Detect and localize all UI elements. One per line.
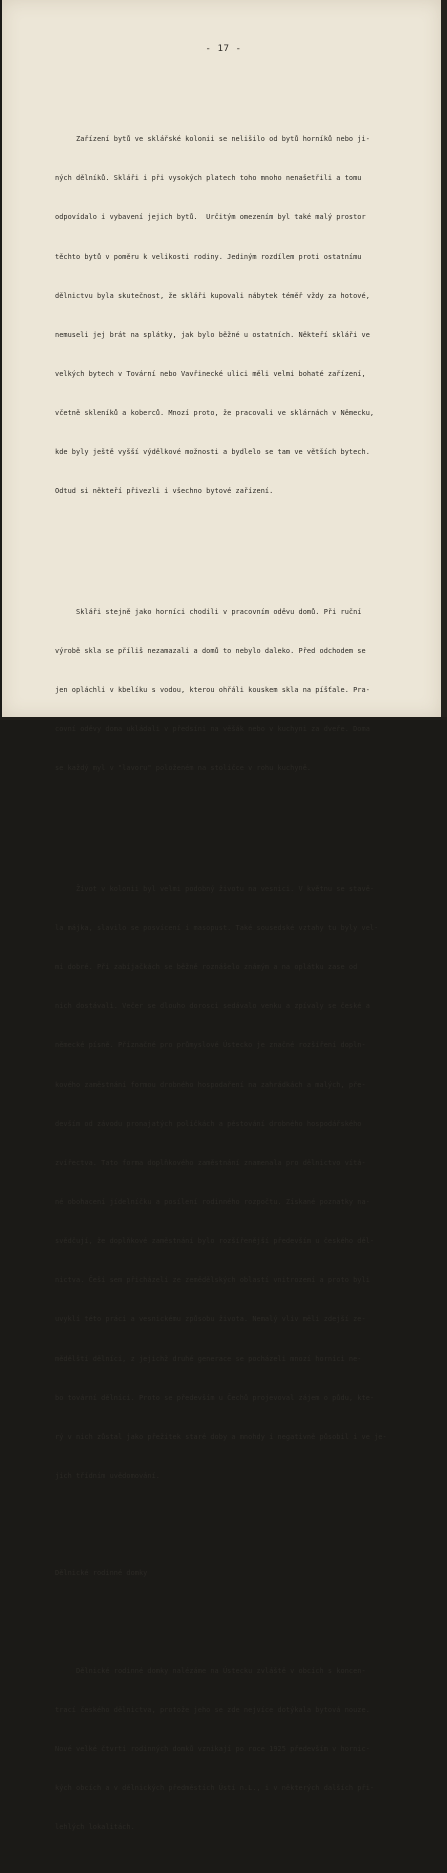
text-line: Nové velké čtvrti rodinných domků vznikají po roce 1925 především v hornic- [55,1744,370,1753]
text-line: německé písně. Příznačné pro průmyslové Ústecko je značné rozšíření dopln- [55,1041,366,1050]
text-line: kých obcích a v dělnických předměstích Ústí n.L., i v některých dalších při- [55,1784,375,1793]
text-line: svědčují, že doplňkové zaměstnání bylo rozšířenější především u českého děl- [55,1237,375,1246]
text-line: la májka, slavilo se posvícení i masopust. Také sousedské vztahy tu byly vel- [55,924,379,932]
text-line: včetně skleníků a koberců. Mnozí proto, že pracovali ve sklárnách v Německu, [55,409,375,418]
text-line: rý v nich zůstal jako přežitek staré doby a mnohdy i negativně působil i ve je- [55,1432,387,1441]
text-line: nich dostávali. Večer se dlouho dorosci sedávalo venku a zpívaly se české a [55,1002,370,1011]
document-body [55,81,415,1873]
text-line: mědělští dělníci, z jejichž druhé generace se pocházeli mnozí horníci ne- [55,1354,362,1363]
text-line: trací českého dělnictva, protože jeho se zde nejvíce dotýkala bytová nouze. [55,1705,370,1714]
text-line: nictva. Češi sem přicházeli ze zemědělských oblastí vnitrozemí a proto byli [55,1276,370,1285]
text-line: těchto bytů v poměru k velikosti rodiny. Jediným rozdílem proti ostatnímu [55,252,362,261]
text-line: odpovídalo i vybavení jejich bytů. Určitým omezením byl také malý prostor [55,213,366,222]
paragraph-colony-life [55,857,415,1509]
text-line: kového zaměstnání formou drobného hospodaření na zahrádkách a malých, pře- [55,1080,366,1089]
section-heading: Dělnické rodinné domky [55,1569,148,1578]
text-line: jen opláchli v kbelíku s vodou, kterou ohřáli kouskem skla na píšťale. Pra- [55,686,370,695]
text-line: kde byly ještě vyšší výdělkové možnosti a bydlelo se tam ve větších bytech. [55,448,370,457]
text-line: Dělnické rodinné domky nalézáme na Ústecku zvláště v obcích s koncen- [55,1666,366,1675]
text-line: lehlých lokalitách. [55,1823,135,1832]
text-line: covní oděvy doma ukládali v předsíni na věšák nebo v kuchyni za dveře. Doma [55,725,370,734]
text-line: se každý myl v "lavoru" položeném na stoličce v rohu kuchyně. [55,764,312,773]
text-line: Zařízení bytů ve sklářské kolonii se nelišilo od bytů horníků nebo ji- [55,135,370,144]
text-line: né obohacení jídelníčku a posílení rodinného rozpočtu. Získané poznatky na- [55,1197,370,1206]
page-number: - 17 - [205,43,242,54]
text-line: nemuseli jej brát na splátky, jak bylo běžné u ostatních. Někteří skláři ve [55,330,370,339]
text-line: devším od závodu pronajatých políčkách a pěstování drobného hospodářského [55,1119,362,1128]
text-line: uvyklí této práci a vesnickému způsobu života. Nemalý vliv měli zdejší ze- [55,1315,366,1324]
paragraph-work-clothes [55,580,415,802]
text-line: jich třídním uvědomování. [55,1471,160,1480]
text-line: mi dobré. Při zabíjačkách se běžně roznášelo známým a na oplátku zase od [55,963,358,972]
text-line: bo tovární dělníci. Proto se především u Čechů projevoval zájem o půdu, kte- [55,1393,375,1402]
paragraph-furnishing [55,107,415,525]
text-line: dělnictvu byla skutečnost, že skláři kupovali nábytek téměř vždy za hotové, [55,291,370,300]
text-line: Život v kolonii byl velmi podobný životu na vesnici. V květnu se stavě- [55,884,375,893]
paragraph-family-houses [55,1639,415,1861]
text-line: Skláři stejně jako horníci chodili v pracovním oděvu domů. Při ruční [55,607,362,616]
scan-edge-right [441,0,447,720]
text-line: velkých bytech v Tovární nebo Vavřinecké ulici měli velmi bohaté zařízení, [55,370,366,379]
text-line: Odtud si někteří přivezli i všechno bytové zařízení. [55,487,274,496]
text-line: ných dělníků. Skláři i při vysokých platech toho mnoho nenašetřili a tomu [55,174,362,183]
text-line: zvířectva. Tato forma doplňkového zaměstnání znamenala pro dělnictvo vítá- [55,1158,366,1167]
text-line: výrobě skla se příliš nezamazali a domů to nebylo daleko. Před odchodem se [55,647,366,656]
